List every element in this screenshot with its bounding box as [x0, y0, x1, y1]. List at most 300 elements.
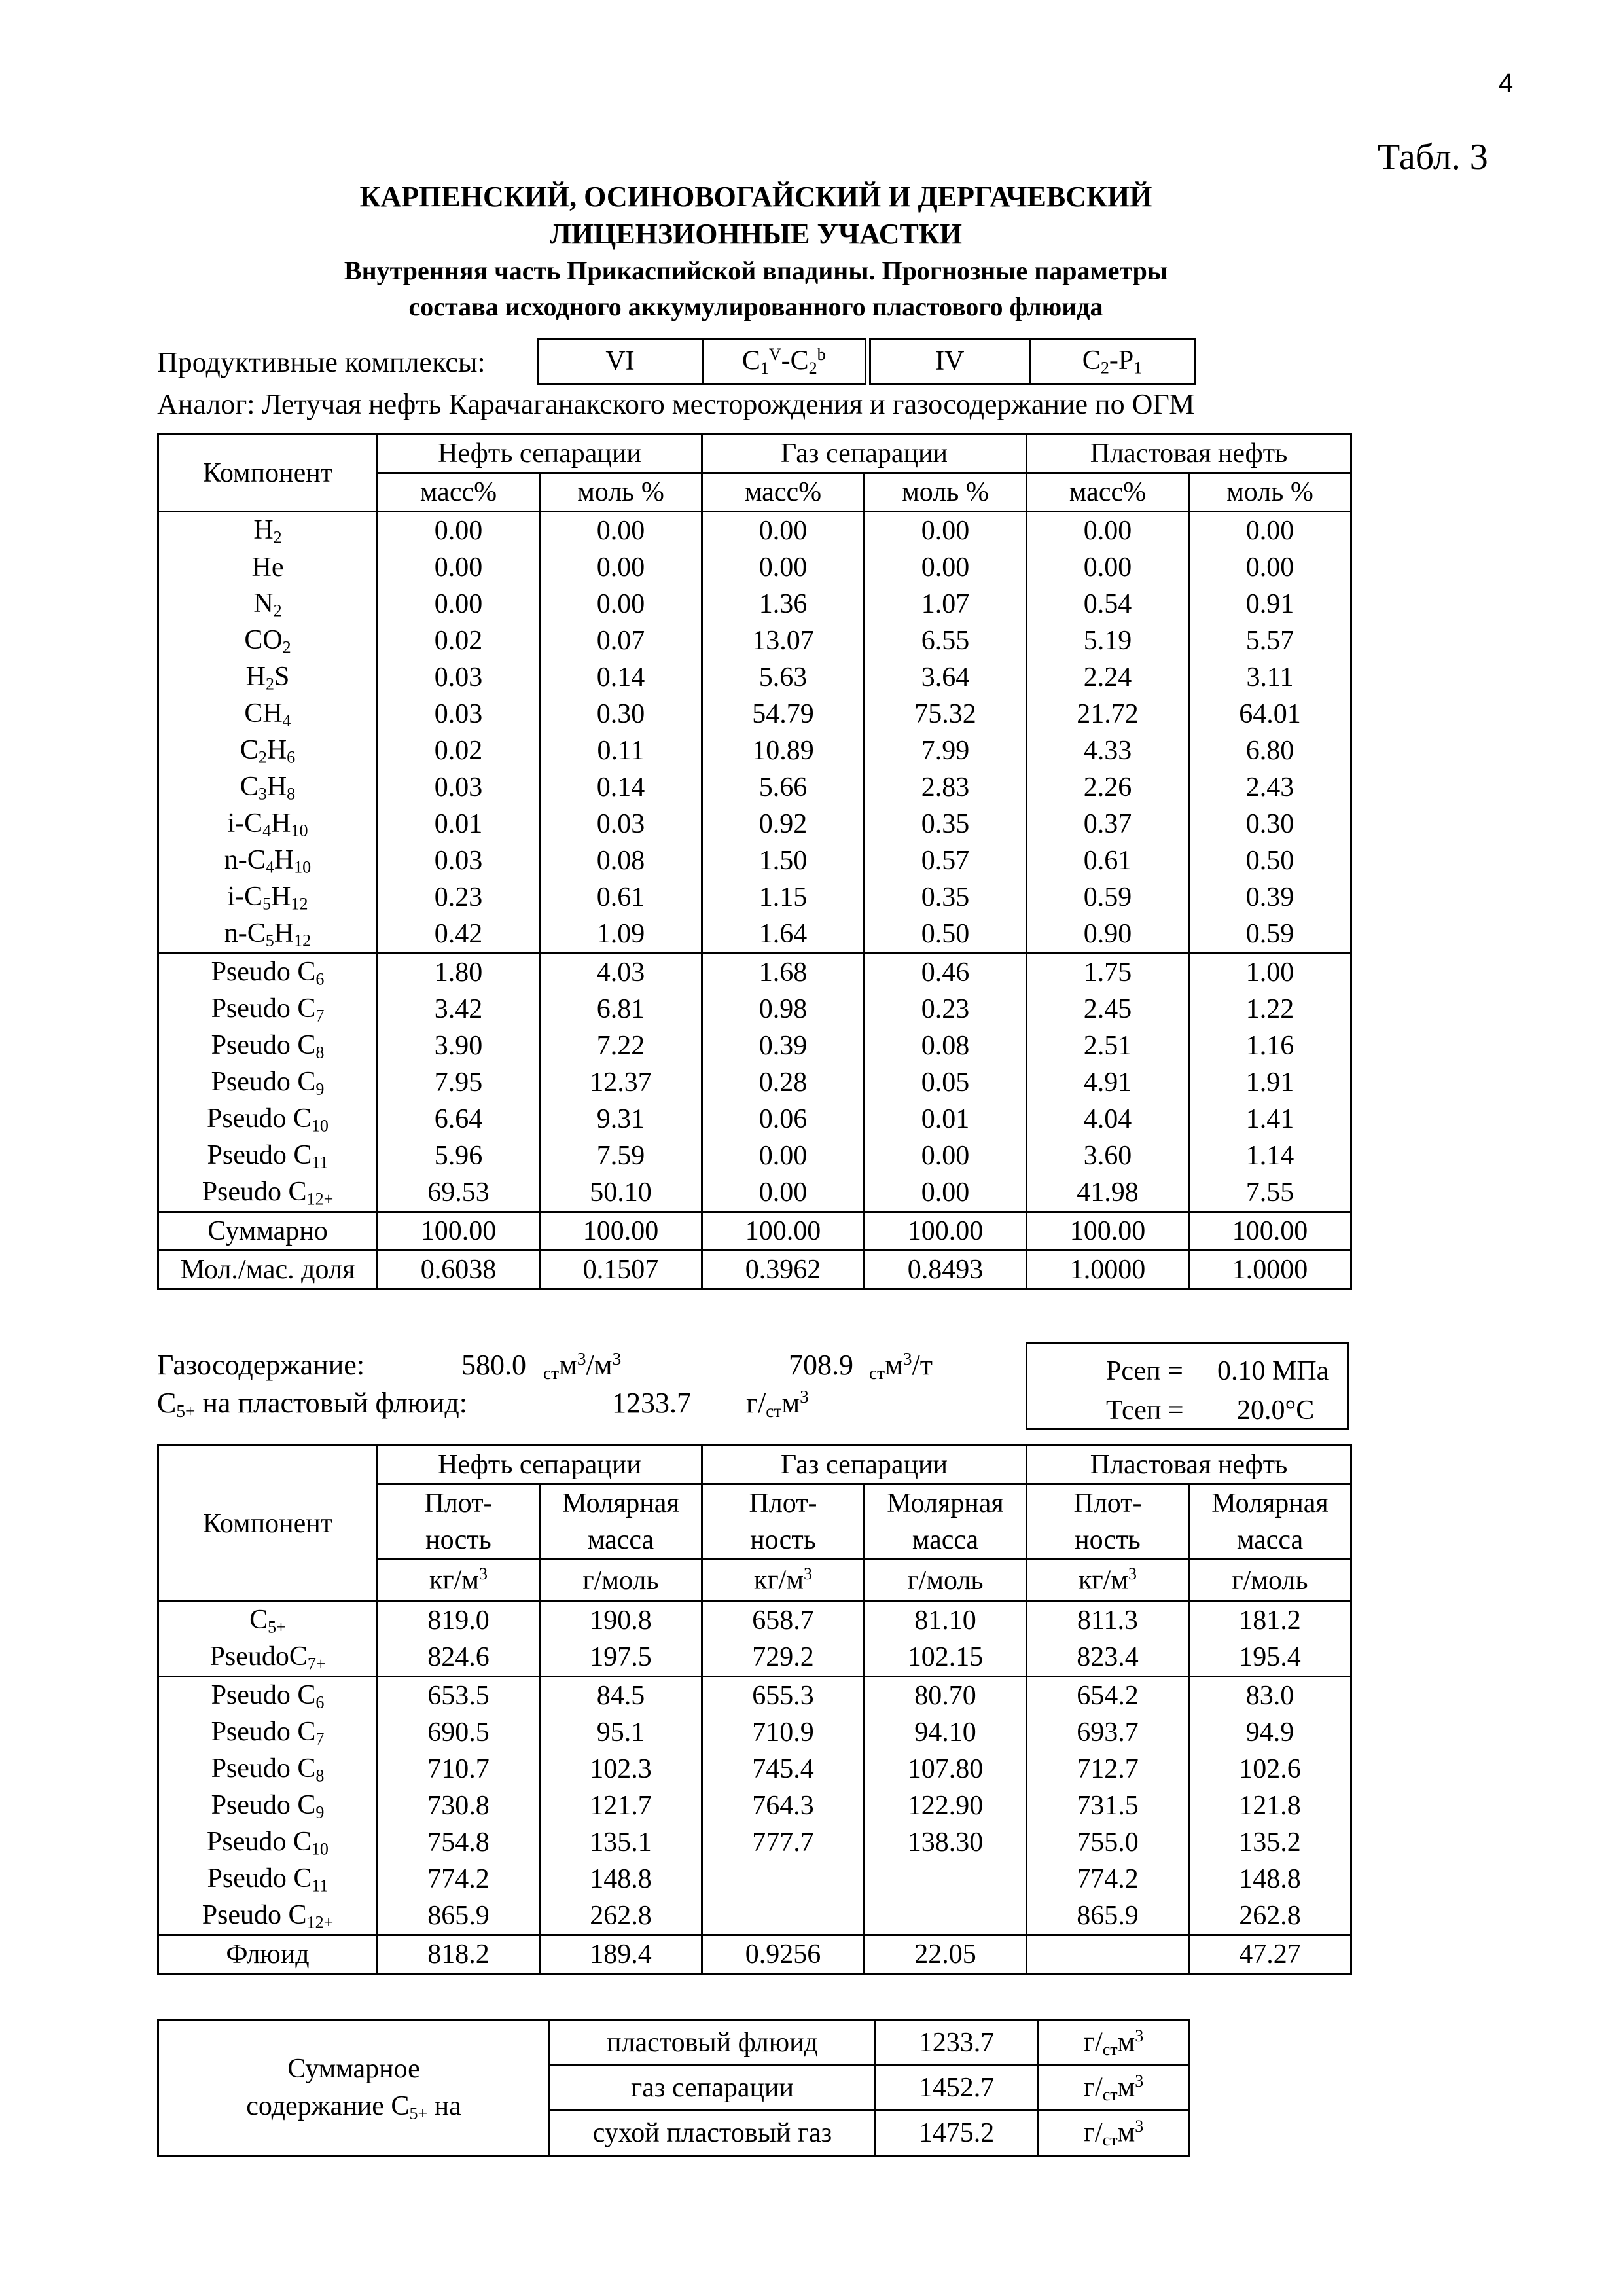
value-cell: 190.8	[540, 1602, 702, 1640]
component-cell: Pseudo $C_{10}$	[158, 1824, 378, 1861]
subheader: Молярная	[1189, 1484, 1351, 1522]
group-header: Пластовая нефть	[1027, 1446, 1351, 1484]
value-cell: 0.00	[702, 512, 865, 550]
value-cell: 5.57	[1189, 622, 1351, 659]
table-row	[158, 1751, 1351, 1787]
value-cell: 0.00	[865, 1174, 1027, 1212]
value-cell: 94.9	[1189, 1714, 1351, 1751]
summary-row-name: сухой пластовый газ	[550, 2111, 876, 2156]
value-cell: 0.28	[702, 1064, 865, 1101]
value-cell: 94.10	[865, 1714, 1027, 1751]
value-cell: 0.07	[540, 622, 702, 659]
value-cell: 693.7	[1027, 1714, 1189, 1751]
component-header: Компонент	[158, 1446, 378, 1602]
value-cell: 9.31	[540, 1101, 702, 1138]
component-cell: Pseudo $C_{11}$	[158, 1138, 378, 1174]
component-cell: Pseudo $C_{12+}$	[158, 1897, 378, 1935]
t-sep-value: 20.0°С	[1237, 1395, 1315, 1426]
subtitle-line-2: состава исходного аккумулированного пластового флюида	[408, 292, 1103, 321]
total-cell: 100.00	[540, 1212, 702, 1251]
subheader: Молярная	[865, 1484, 1027, 1522]
value-cell: 181.2	[1189, 1602, 1351, 1640]
group-header: Пластовая нефть	[1027, 435, 1351, 473]
value-cell: 730.8	[378, 1787, 540, 1824]
component-cell: Pseudo $C_{10}$	[158, 1101, 378, 1138]
summary-row-unit: $г/_{ст}м^3$	[1038, 2020, 1190, 2066]
ratio-cell: 0.8493	[865, 1251, 1027, 1289]
component-cell: $i-C_4H_{10}$	[158, 806, 378, 842]
table-row	[158, 696, 1351, 732]
component-cell: Pseudo $C_8$	[158, 1028, 378, 1064]
component-cell: Pseudo $C_6$	[158, 954, 378, 992]
value-cell: 81.10	[865, 1602, 1027, 1640]
value-cell: 6.64	[378, 1101, 540, 1138]
summary-row-unit: $г/_{ст}м^3$	[1038, 2066, 1190, 2111]
table-row	[158, 991, 1351, 1028]
table-row	[158, 1677, 1351, 1715]
value-cell: 824.6	[378, 1639, 540, 1677]
value-cell: 2.26	[1027, 769, 1189, 806]
table-row	[158, 1138, 1351, 1174]
value-cell: 1.14	[1189, 1138, 1351, 1174]
value-cell: 121.7	[540, 1787, 702, 1824]
value-cell: 1.68	[702, 954, 865, 992]
density-molar-mass-table	[157, 1444, 1352, 1975]
value-cell: 135.2	[1189, 1824, 1351, 1861]
gas-content-unit-1: $_{ст}м^3/м^3$	[543, 1349, 622, 1383]
value-cell: 0.59	[1027, 879, 1189, 916]
value-cell: 197.5	[540, 1639, 702, 1677]
ratio-cell: 1.0000	[1189, 1251, 1351, 1289]
component-cell: Pseudo $C_7$	[158, 991, 378, 1028]
value-cell: 5.96	[378, 1138, 540, 1174]
unit-cell: $кг/м^3$	[378, 1560, 540, 1602]
value-cell: 0.35	[865, 879, 1027, 916]
total-cell: 100.00	[865, 1212, 1027, 1251]
summary-label: Суммарное содержание $С_{5+}$ на	[158, 2020, 550, 2156]
summary-row-value: 1452.7	[876, 2066, 1038, 2111]
component-cell: $CO_2$	[158, 622, 378, 659]
subheader: масса	[540, 1522, 702, 1560]
productive-label: Продуктивные комплексы:	[157, 346, 486, 378]
subheader: ность	[378, 1522, 540, 1560]
subheader: масса	[865, 1522, 1027, 1560]
component-header: Компонент	[158, 435, 378, 512]
value-cell: 774.2	[1027, 1861, 1189, 1897]
value-cell: 121.8	[1189, 1787, 1351, 1824]
separation-conditions-box	[1026, 1342, 1349, 1430]
value-cell: 148.8	[1189, 1861, 1351, 1897]
page-number: 4	[1499, 69, 1514, 98]
subheader: моль %	[1189, 473, 1351, 512]
value-cell: 653.5	[378, 1677, 540, 1715]
value-cell: 710.9	[702, 1714, 865, 1751]
summary-row-value: 1475.2	[876, 2111, 1038, 2156]
value-cell: 0.61	[1027, 842, 1189, 879]
value-cell: 0.06	[702, 1101, 865, 1138]
value-cell: 0.02	[378, 732, 540, 769]
value-cell: 7.99	[865, 732, 1027, 769]
value-cell: 0.39	[702, 1028, 865, 1064]
value-cell: 5.19	[1027, 622, 1189, 659]
value-cell: 138.30	[865, 1824, 1027, 1861]
value-cell: 0.00	[702, 1174, 865, 1212]
value-cell: 0.08	[540, 842, 702, 879]
composition-table	[157, 433, 1352, 1290]
value-cell: 1.36	[702, 586, 865, 622]
subheader: Молярная	[540, 1484, 702, 1522]
value-cell: 75.32	[865, 696, 1027, 732]
p-sep-value: 0.10 МПа	[1217, 1356, 1329, 1386]
title-line-2: ЛИЦЕНЗИОННЫЕ УЧАСТКИ	[550, 218, 962, 250]
value-cell: 0.03	[540, 806, 702, 842]
fluid-cell: 818.2	[378, 1935, 540, 1974]
group-header: Нефть сепарации	[378, 435, 702, 473]
table-row	[158, 842, 1351, 879]
component-cell: $i-C_5H_{12}$	[158, 879, 378, 916]
value-cell: 64.01	[1189, 696, 1351, 732]
component-cell: Pseudo $C_9$	[158, 1787, 378, 1824]
value-cell: 0.02	[378, 622, 540, 659]
gas-content-label: Газосодержание:	[157, 1349, 365, 1381]
component-cell: PseudoC$_{7+}$	[158, 1639, 378, 1677]
value-cell: 6.80	[1189, 732, 1351, 769]
value-cell: 0.00	[378, 549, 540, 586]
value-cell: 0.57	[865, 842, 1027, 879]
value-cell: 135.1	[540, 1824, 702, 1861]
fluid-cell: 22.05	[865, 1935, 1027, 1974]
component-cell: $N_2$	[158, 586, 378, 622]
ratio-cell: 0.1507	[540, 1251, 702, 1289]
value-cell: 0.08	[865, 1028, 1027, 1064]
value-cell: 0.91	[1189, 586, 1351, 622]
value-cell: 0.03	[378, 769, 540, 806]
component-cell: $C_{5+}$	[158, 1602, 378, 1640]
table-row	[158, 586, 1351, 622]
value-cell: 3.64	[865, 659, 1027, 696]
component-cell: $H_2$	[158, 512, 378, 550]
value-cell: 0.00	[540, 586, 702, 622]
total-cell: 100.00	[702, 1212, 865, 1251]
value-cell: 4.33	[1027, 732, 1189, 769]
value-cell: 0.00	[1027, 549, 1189, 586]
component-cell: Pseudo $C_{11}$	[158, 1861, 378, 1897]
value-cell: 0.90	[1027, 916, 1189, 954]
value-cell: 1.09	[540, 916, 702, 954]
gas-content-value-1: 580.0	[461, 1349, 526, 1381]
complex-c1-c2: $C_1^V-C_2^b$	[703, 339, 868, 384]
value-cell: 54.79	[702, 696, 865, 732]
value-cell: 0.23	[865, 991, 1027, 1028]
table-row	[158, 1787, 1351, 1824]
value-cell: 0.54	[1027, 586, 1189, 622]
table-row	[158, 1602, 1351, 1640]
component-cell: $H_2S$	[158, 659, 378, 696]
component-cell: Pseudo $C_8$	[158, 1751, 378, 1787]
value-cell: 3.90	[378, 1028, 540, 1064]
value-cell: 0.61	[540, 879, 702, 916]
total-cell: 100.00	[1027, 1212, 1189, 1251]
value-cell: 0.00	[378, 586, 540, 622]
value-cell: 3.11	[1189, 659, 1351, 696]
value-cell: 712.7	[1027, 1751, 1189, 1787]
value-cell	[702, 1897, 865, 1935]
gas-content-unit-2: $_{ст}м^3/т$	[869, 1349, 933, 1383]
value-cell: 4.04	[1027, 1101, 1189, 1138]
value-cell: 0.03	[378, 696, 540, 732]
subheader: Плот-	[378, 1484, 540, 1522]
value-cell: 0.11	[540, 732, 702, 769]
value-cell: 0.14	[540, 659, 702, 696]
value-cell: 0.05	[865, 1064, 1027, 1101]
value-cell: 5.63	[702, 659, 865, 696]
value-cell: 0.00	[702, 1138, 865, 1174]
table-row	[158, 659, 1351, 696]
value-cell: 729.2	[702, 1639, 865, 1677]
value-cell: 69.53	[378, 1174, 540, 1212]
value-cell: 12.37	[540, 1064, 702, 1101]
value-cell: 13.07	[702, 622, 865, 659]
value-cell: 811.3	[1027, 1602, 1189, 1640]
productive-complexes-table	[537, 338, 1196, 385]
summary-row-value: 1233.7	[876, 2020, 1038, 2066]
value-cell: 7.55	[1189, 1174, 1351, 1212]
table-row	[158, 879, 1351, 916]
table-number: Табл. 3	[1378, 137, 1488, 177]
value-cell: 1.50	[702, 842, 865, 879]
t-sep-label: Тсеп =	[1106, 1395, 1184, 1426]
fluid-cell	[1027, 1935, 1189, 1974]
title-line-1: КАРПЕНСКИЙ, ОСИНОВОГАЙСКИЙ И ДЕРГАЧЕВСКИЙ	[359, 181, 1152, 213]
value-cell: 1.15	[702, 879, 865, 916]
value-cell: 84.5	[540, 1677, 702, 1715]
value-cell: 777.7	[702, 1824, 865, 1861]
complex-vi: VI	[538, 339, 703, 384]
value-cell: 102.15	[865, 1639, 1027, 1677]
fluid-cell: 47.27	[1189, 1935, 1351, 1974]
table-row	[158, 622, 1351, 659]
value-cell: 0.00	[702, 549, 865, 586]
value-cell: 1.16	[1189, 1028, 1351, 1064]
subheader: моль %	[865, 473, 1027, 512]
ratio-cell: 0.3962	[702, 1251, 865, 1289]
value-cell: 41.98	[1027, 1174, 1189, 1212]
table-row	[158, 1064, 1351, 1101]
value-cell: 654.2	[1027, 1677, 1189, 1715]
table-row	[158, 732, 1351, 769]
value-cell: 2.24	[1027, 659, 1189, 696]
table-row	[158, 769, 1351, 806]
value-cell: 262.8	[1189, 1897, 1351, 1935]
group-header: Газ сепарации	[702, 435, 1027, 473]
subheader: ность	[702, 1522, 865, 1560]
value-cell: 754.8	[378, 1824, 540, 1861]
gas-content-value-2: 708.9	[789, 1349, 853, 1381]
table-row	[158, 1101, 1351, 1138]
value-cell: 4.91	[1027, 1064, 1189, 1101]
value-cell: 0.00	[378, 512, 540, 550]
subheader: Плот-	[702, 1484, 865, 1522]
value-cell: 148.8	[540, 1861, 702, 1897]
c5-content-label: $С_{5+}$ на пластовый флюид:	[157, 1387, 467, 1421]
value-cell: 1.75	[1027, 954, 1189, 992]
value-cell: 0.00	[540, 512, 702, 550]
value-cell: 1.80	[378, 954, 540, 992]
value-cell: 50.10	[540, 1174, 702, 1212]
table-row	[158, 549, 1351, 586]
value-cell: 95.1	[540, 1714, 702, 1751]
value-cell: 102.3	[540, 1751, 702, 1787]
value-cell: 7.59	[540, 1138, 702, 1174]
value-cell: 0.92	[702, 806, 865, 842]
value-cell: 6.55	[865, 622, 1027, 659]
value-cell: 0.00	[1189, 512, 1351, 550]
total-cell: 100.00	[1189, 1212, 1351, 1251]
value-cell: 0.30	[540, 696, 702, 732]
value-cell: 102.6	[1189, 1751, 1351, 1787]
value-cell: 0.37	[1027, 806, 1189, 842]
value-cell: 0.50	[1189, 842, 1351, 879]
table-row	[158, 916, 1351, 954]
value-cell: 1.22	[1189, 991, 1351, 1028]
total-label: Суммарно	[158, 1212, 378, 1251]
value-cell: 0.03	[378, 659, 540, 696]
unit-cell: $кг/м^3$	[1027, 1560, 1189, 1602]
value-cell: 0.00	[1027, 512, 1189, 550]
value-cell: 3.42	[378, 991, 540, 1028]
value-cell: 823.4	[1027, 1639, 1189, 1677]
value-cell: 1.91	[1189, 1064, 1351, 1101]
ratio-cell: 1.0000	[1027, 1251, 1189, 1289]
table-row	[158, 512, 1351, 550]
value-cell: 774.2	[378, 1861, 540, 1897]
value-cell: 0.46	[865, 954, 1027, 992]
table-row	[158, 1028, 1351, 1064]
value-cell: 0.00	[865, 1138, 1027, 1174]
unit-cell: $кг/м^3$	[702, 1560, 865, 1602]
value-cell: 0.98	[702, 991, 865, 1028]
value-cell: 1.07	[865, 586, 1027, 622]
value-cell: 7.22	[540, 1028, 702, 1064]
complex-iv: IV	[868, 339, 1030, 384]
summary-row-name: пластовый флюид	[550, 2020, 876, 2066]
subheader: моль %	[540, 473, 702, 512]
subheader: Плот-	[1027, 1484, 1189, 1522]
table-row	[158, 954, 1351, 992]
value-cell: 0.00	[1189, 549, 1351, 586]
value-cell: 21.72	[1027, 696, 1189, 732]
value-cell	[865, 1897, 1027, 1935]
value-cell: 755.0	[1027, 1824, 1189, 1861]
subheader: масс%	[378, 473, 540, 512]
value-cell: 0.30	[1189, 806, 1351, 842]
value-cell: 195.4	[1189, 1639, 1351, 1677]
subtitle-line-1: Внутренняя часть Прикаспийской впадины. Прогнозные параметры	[344, 256, 1168, 285]
value-cell: 0.35	[865, 806, 1027, 842]
value-cell: 865.9	[378, 1897, 540, 1935]
value-cell: 2.51	[1027, 1028, 1189, 1064]
table-row	[158, 1174, 1351, 1212]
p-sep-label: Рсеп =	[1106, 1356, 1183, 1386]
subheader: масс%	[702, 473, 865, 512]
analog-note: Аналог: Летучая нефть Карачаганакского месторождения и газосодержание по ОГМ	[157, 388, 1195, 420]
unit-cell: г/моль	[865, 1560, 1027, 1602]
unit-cell: г/моль	[1189, 1560, 1351, 1602]
summary-row-unit: $г/_{ст}м^3$	[1038, 2111, 1190, 2156]
total-cell: 100.00	[378, 1212, 540, 1251]
table-row	[158, 1714, 1351, 1751]
component-cell: $CH_4$	[158, 696, 378, 732]
group-header: Нефть сепарации	[378, 1446, 702, 1484]
value-cell: 10.89	[702, 732, 865, 769]
value-cell: 0.42	[378, 916, 540, 954]
component-cell: He	[158, 549, 378, 586]
component-cell: Pseudo $C_7$	[158, 1714, 378, 1751]
c5-content-unit: $г/_{ст}м^3$	[746, 1387, 809, 1421]
component-cell: $n-C_4H_{10}$	[158, 842, 378, 879]
subheader: ность	[1027, 1522, 1189, 1560]
value-cell: 1.64	[702, 916, 865, 954]
component-cell: $C_3H_8$	[158, 769, 378, 806]
component-cell: $n-C_5H_{12}$	[158, 916, 378, 954]
value-cell: 2.83	[865, 769, 1027, 806]
value-cell: 0.50	[865, 916, 1027, 954]
component-cell: Pseudo $C_9$	[158, 1064, 378, 1101]
value-cell: 0.01	[865, 1101, 1027, 1138]
component-cell: $C_2H_6$	[158, 732, 378, 769]
value-cell: 764.3	[702, 1787, 865, 1824]
subheader: масса	[1189, 1522, 1351, 1560]
subheader: масс%	[1027, 473, 1189, 512]
component-cell: Pseudo $C_{12+}$	[158, 1174, 378, 1212]
complex-c2-p1: $C_2-P_1$	[1030, 339, 1195, 384]
value-cell: 7.95	[378, 1064, 540, 1101]
value-cell: 0.00	[865, 512, 1027, 550]
value-cell: 658.7	[702, 1602, 865, 1640]
value-cell: 0.39	[1189, 879, 1351, 916]
fluid-cell: 0.9256	[702, 1935, 865, 1974]
value-cell: 1.41	[1189, 1101, 1351, 1138]
value-cell: 262.8	[540, 1897, 702, 1935]
c5-summary-table	[157, 2019, 1190, 2157]
table-row	[158, 1861, 1351, 1897]
value-cell: 0.14	[540, 769, 702, 806]
table-row	[158, 1824, 1351, 1861]
value-cell: 0.59	[1189, 916, 1351, 954]
table-row	[158, 1639, 1351, 1677]
value-cell: 655.3	[702, 1677, 865, 1715]
value-cell: 0.00	[865, 549, 1027, 586]
value-cell: 122.90	[865, 1787, 1027, 1824]
table-row	[158, 806, 1351, 842]
fluid-label: Флюид	[158, 1935, 378, 1974]
value-cell: 0.01	[378, 806, 540, 842]
value-cell: 690.5	[378, 1714, 540, 1751]
value-cell: 0.03	[378, 842, 540, 879]
value-cell: 745.4	[702, 1751, 865, 1787]
group-header: Газ сепарации	[702, 1446, 1027, 1484]
value-cell: 2.45	[1027, 991, 1189, 1028]
summary-row-name: газ сепарации	[550, 2066, 876, 2111]
value-cell: 2.43	[1189, 769, 1351, 806]
ratio-label: Мол./мас. доля	[158, 1251, 378, 1289]
value-cell: 107.80	[865, 1751, 1027, 1787]
value-cell: 0.00	[540, 549, 702, 586]
value-cell: 865.9	[1027, 1897, 1189, 1935]
value-cell	[865, 1861, 1027, 1897]
value-cell: 0.23	[378, 879, 540, 916]
table-row	[158, 1897, 1351, 1935]
